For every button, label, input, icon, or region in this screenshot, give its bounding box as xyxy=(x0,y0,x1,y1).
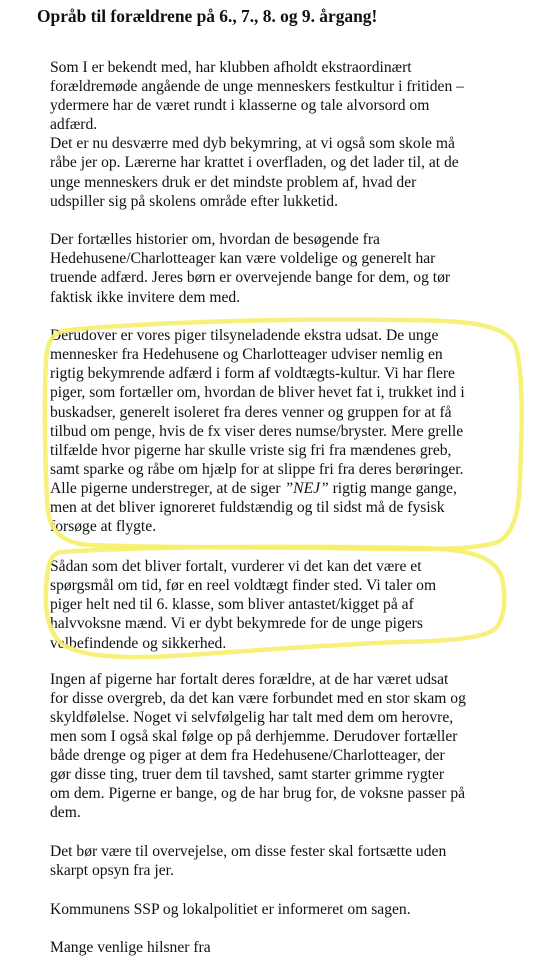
document-body xyxy=(50,58,530,977)
paragraph-girls-exposed xyxy=(50,326,530,536)
paragraph-consideration: Det bør være til overvejelse, om disse fester skal fortsætte uden skarpt opsyn fra jer. xyxy=(50,842,447,879)
paragraph-girls-exposed-text-1: Derudover er vores piger tilsyneladende ekstra udsat. De unge mennesker fra Hedehusene og Charlotteager udviser nemlig en rigtig bekymrende adfærd i form af voldtægts-kultur. Vi har flere piger, som fortæller om, hvordan de bliver hevet fat i, trukket ind i buskadser, generelt isoleret fra deres venner og gruppen for at få tilbud om penge, hvis de fx viser deres numse/bryster. Mere grelle tilfælde hvor pigerne har skulle vriste sig fri fra mændenes greb, samt sparke og råbe om hjælp for at slippe fri fra deres berøringer. Alle pigerne understreger, at de siger xyxy=(50,327,465,497)
paragraph-girls-exposed-text-2: rigtig mange gange, men at det bliver ignoreret fuldstændig og til sidst må de fysisk forsøge at flygte. xyxy=(50,479,457,536)
document-title: Opråb til forældrene på 6., 7., 8. og 9. årgang! xyxy=(37,6,378,26)
paragraph-greeting: Mange venlige hilsner fra xyxy=(50,939,211,957)
paragraph-time-question: Sådan som det bliver fortalt, vurderer vi det kan det være et spørgsmål om tid, før en reel voldtægt finder sted. Vi taler om piger helt ned til 6. klasse, som bliver antastet/kigget på af halvvoksne mænd. Vi er dybt bekymrede for de unge pigers velbefindende og sikkerhed. xyxy=(50,558,437,652)
paragraph-parents-not-told: Ingen af pigerne har fortalt deres forældre, at de har været udsat for disse overgreb, da det kan være forbundet med en stor skam og skyldfølelse. Noget vi selvfølgelig har talt med dem om herovre, men som I også skal følge op på derhjemme. Derudover fortæller både drenge og piger at dem fra Hedehusene/Charlotteager, der gør disse ting, truer dem til tavshed, samt starter grimme rygter om dem. Pigerne er bange, og de har brug for, de voksne passer på dem. xyxy=(50,670,466,822)
paragraph-violent-visitors: Der fortælles historier om, hvordan de besøgende fra Hedehusene/Charlotteager kan være voldelige og generelt har truende adfærd. Jeres børn er overvejende bange for dem, og tør faktisk ikke invitere dem med. xyxy=(50,231,451,306)
paragraph-club-meeting: Som I er bekendt med, har klubben afholdt ekstraordinært forældremøde angående de unge menneskers festkultur i fritiden – ydermere har de været rundt i klasserne og tale alvorsord om adfærd. xyxy=(50,59,464,134)
paragraph-ssp-police: Kommunens SSP og lokalpolitiet er informeret om sagen. xyxy=(50,900,411,918)
paragraph-school-concern: Det er nu desværre med dyb bekymring, at vi også som skole må råbe jer op. Lærerne har krattet i overfladen, og det lader til, at de unge menneskers druk er det mindste problem af, hvad der udspiller sig på skolens område efter lukketid. xyxy=(50,135,459,210)
nej-quote: ”NEJ” xyxy=(284,479,329,497)
